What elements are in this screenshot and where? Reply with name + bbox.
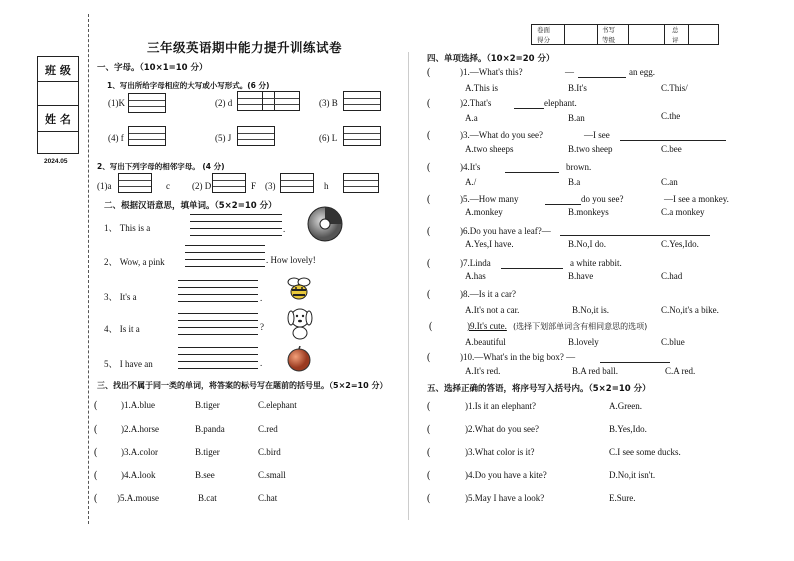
question-text: )1.Is it an elephant? <box>465 401 536 411</box>
class-label-box <box>37 56 79 82</box>
option-b: B.two sheep <box>568 144 613 154</box>
option-a: A.a <box>465 113 478 123</box>
question-text: )7.Linda <box>460 258 491 268</box>
paren: ( <box>427 401 431 412</box>
sentence-3-end: . <box>260 293 263 303</box>
paren: ( <box>94 493 98 504</box>
question-text: )2.That's <box>460 98 492 108</box>
question-end: a white rabbit. <box>570 258 622 268</box>
paren: ( <box>427 424 431 435</box>
question-text: )1.—What's this? <box>460 67 523 77</box>
letter-item-3: (3) B <box>319 98 338 108</box>
option-c: C.elephant <box>258 400 297 410</box>
answer-option: A.Green. <box>609 401 642 411</box>
column-divider <box>408 52 409 520</box>
neighbor-box-2[interactable] <box>212 173 246 193</box>
answer-blank[interactable] <box>514 108 544 109</box>
option-b: B.cat <box>198 493 217 503</box>
option-a: )2.A.horse <box>121 424 159 434</box>
option-c: C.a monkey <box>661 207 705 217</box>
score-label-b: 得分 <box>537 36 550 44</box>
option-c: C.hat <box>258 493 278 503</box>
question-text: )10.—What's in the big box? — <box>460 352 576 362</box>
letter-item-6: (6) L <box>319 133 338 143</box>
question-text: )3.—What do you see? <box>460 130 543 140</box>
option-c: C.No,it's a bike. <box>661 305 719 315</box>
option-c: C.Yes,Ido. <box>661 239 699 249</box>
letter-item-1: (1)K <box>108 98 125 108</box>
option-b: B.No,it is. <box>572 305 610 315</box>
section-4-title: 四、单项选择。（10×2=20 分） <box>427 54 555 64</box>
neighbor-h: h <box>324 181 329 191</box>
binding-line <box>88 14 89 524</box>
neighbor-f: F <box>251 181 257 191</box>
paren: ( <box>427 470 431 481</box>
paren: ( <box>427 289 431 300</box>
paren: ( <box>94 424 98 435</box>
answer-option: E.Sure. <box>609 493 636 503</box>
paren: ( <box>94 470 98 481</box>
neighbor-a: (1)a <box>97 181 112 191</box>
section-1-q2: 2、写出下列字母的相邻字母。 (4 分) <box>97 162 225 171</box>
blank-2[interactable] <box>185 266 265 267</box>
question-end: an egg. <box>629 67 655 77</box>
answer-box-6[interactable] <box>343 126 381 146</box>
question-text: )5.May I have a look? <box>465 493 545 503</box>
answer-box-1[interactable] <box>128 93 166 113</box>
question-end: elephant. <box>544 98 577 108</box>
neighbor-box-3[interactable] <box>280 173 314 193</box>
blank-1[interactable] <box>190 235 282 236</box>
sentence-3-start: 3、 It's a <box>104 292 137 302</box>
overall-label-b: 评 <box>672 36 679 44</box>
option-a: A.monkey <box>465 207 503 217</box>
answer-blank[interactable] <box>578 77 626 78</box>
option-b: B.A red ball. <box>572 366 618 376</box>
answer-box-2b[interactable] <box>262 91 300 111</box>
question-dash: — <box>565 67 574 77</box>
section-5-title: 五、选择正确的答语，将序号写入括号内。（5×2=10 分） <box>427 384 651 394</box>
question-instruction: (选择下划部单词含有相同意思的选项) <box>513 322 648 331</box>
option-b: B.have <box>568 271 594 281</box>
name-label-box <box>37 106 79 132</box>
question-text: )6.Do you have a leaf?— <box>460 226 551 236</box>
option-c: C.bee <box>661 144 682 154</box>
letter-item-4: (4) f <box>108 133 124 143</box>
option-c: C.blue <box>661 337 685 347</box>
option-a: )1.A.blue <box>121 400 155 410</box>
sentence-2-end: . How lovely! <box>266 255 316 265</box>
class-label: 班 级 <box>45 64 71 77</box>
option-b: B.monkeys <box>568 207 609 217</box>
option-a: A.two sheeps <box>465 144 514 154</box>
section-2-title: 二、根据汉语意思，填单词。（5×2=10 分） <box>104 201 277 211</box>
option-b: B.No,I do. <box>568 239 606 249</box>
class-field[interactable] <box>37 82 79 106</box>
question-text: )3.What color is it? <box>465 447 535 457</box>
option-a: A./ <box>465 177 477 187</box>
sentence-1-end: . <box>283 224 286 234</box>
question-mid: —I see <box>584 130 610 140</box>
answer-blank[interactable] <box>560 235 710 236</box>
letter-item-5: (5) J <box>215 133 232 143</box>
option-c: C.A red. <box>665 366 696 376</box>
exam-date: 2024.05 <box>44 158 68 165</box>
question-text: )8.—Is it a car? <box>460 289 516 299</box>
answer-option: C.I see some ducks. <box>609 447 681 457</box>
neighbor-c: c <box>166 181 170 191</box>
option-a: )3.A.color <box>121 447 158 457</box>
answer-option: D.No,it isn't. <box>609 470 656 480</box>
page-title: 三年级英语期中能力提升训练试卷 <box>147 40 343 55</box>
overall-label-a: 总 <box>672 26 679 34</box>
question-text: )4.It's <box>460 162 481 172</box>
option-c: C.an <box>661 177 678 187</box>
sentence-5-end: . <box>260 358 263 368</box>
paren: ( <box>427 258 431 269</box>
answer-blank[interactable] <box>501 268 563 269</box>
option-c: C.small <box>258 470 286 480</box>
option-b: B.a <box>568 177 581 187</box>
option-b: B.see <box>195 470 215 480</box>
neighbor-box-1[interactable] <box>118 173 152 193</box>
answer-box-3[interactable] <box>343 91 381 111</box>
question-text: )5.—How many <box>460 194 519 204</box>
question-end: do you see? <box>581 194 624 204</box>
paren: ( <box>427 67 431 78</box>
answer-blank[interactable] <box>620 140 726 141</box>
dog-icon <box>284 306 316 340</box>
option-c: C.bird <box>258 447 281 457</box>
neighbor-d: (2) D <box>192 181 212 191</box>
paren: ( <box>427 352 431 363</box>
neighbor-3: (3) <box>265 181 276 191</box>
writing-grade-label-a: 书写 <box>602 26 615 34</box>
option-c: C.had <box>661 271 683 281</box>
sentence-5-start: 5、 I have an <box>104 359 153 369</box>
question-text: )2.What do you see? <box>465 424 539 434</box>
sentence-4-start: 4、 Is it a <box>104 324 140 334</box>
option-c: C.the <box>661 111 681 121</box>
answer-box-4[interactable] <box>128 126 166 146</box>
paren: ( <box>427 98 431 109</box>
paren: ( <box>94 400 98 411</box>
cd-disc-icon <box>306 205 344 243</box>
sentence-1-start: 1、 This is a <box>104 223 151 233</box>
option-c: C.This/ <box>661 83 688 93</box>
answer-box-5[interactable] <box>237 126 275 146</box>
paren: ( <box>427 194 431 205</box>
paren: ( <box>427 447 431 458</box>
name-field[interactable] <box>37 132 79 154</box>
answer-blank[interactable] <box>600 362 670 363</box>
sentence-2-start: 2、 Wow, a pink <box>104 257 165 267</box>
question-reply: —I see a monkey. <box>664 194 729 204</box>
option-b: B.tiger <box>195 400 220 410</box>
answer-blank[interactable] <box>545 204 581 205</box>
score-label-a: 卷面 <box>537 26 550 34</box>
section-1-q1: 1、写出所给字母相应的大写或小写形式。(6 分) <box>107 81 270 90</box>
letter-item-2: (2) d <box>215 98 233 108</box>
paren: ( <box>427 493 431 504</box>
bee-icon <box>286 274 312 302</box>
option-b: B.panda <box>195 424 225 434</box>
option-a: A.This is <box>465 83 499 93</box>
option-a: A.It's red. <box>465 366 501 376</box>
blank-3[interactable] <box>178 301 258 302</box>
blank-5[interactable] <box>178 368 258 369</box>
option-a: )5.A.mouse <box>117 493 159 503</box>
option-a: A.Yes,I have. <box>465 239 514 249</box>
option-a: A.It's not a car. <box>465 305 520 315</box>
question-text: )9.It's cute. <box>467 321 507 331</box>
name-label: 姓 名 <box>45 113 71 126</box>
option-b: B.lovely <box>568 337 599 347</box>
orange-icon <box>286 346 312 372</box>
option-a: A.beautiful <box>465 337 506 347</box>
neighbor-box-4[interactable] <box>343 173 379 193</box>
writing-grade-label-b: 等级 <box>602 36 615 44</box>
section-1-title: 一、字母。（10×1=10 分） <box>97 63 208 73</box>
option-b: B.tiger <box>195 447 220 457</box>
answer-option: B.Yes,Ido. <box>609 424 647 434</box>
option-b: B.It's <box>568 83 587 93</box>
paren: ( <box>427 130 431 141</box>
paren: ( <box>429 321 433 332</box>
question-end: brown. <box>566 162 592 172</box>
blank-4[interactable] <box>178 334 258 335</box>
sentence-4-end: ? <box>260 322 264 332</box>
answer-blank[interactable] <box>505 172 559 173</box>
option-b: B.an <box>568 113 585 123</box>
question-text: )4.Do you have a kite? <box>465 470 547 480</box>
section-3-title: 三、找出不属于同一类的单词，将答案的标号写在题前的括号里。（5×2=10 分） <box>97 381 388 390</box>
paren: ( <box>427 226 431 237</box>
option-c: C.red <box>258 424 278 434</box>
option-a: A.has <box>465 271 486 281</box>
paren: ( <box>427 162 431 173</box>
option-a: )4.A.look <box>121 470 156 480</box>
paren: ( <box>94 447 98 458</box>
